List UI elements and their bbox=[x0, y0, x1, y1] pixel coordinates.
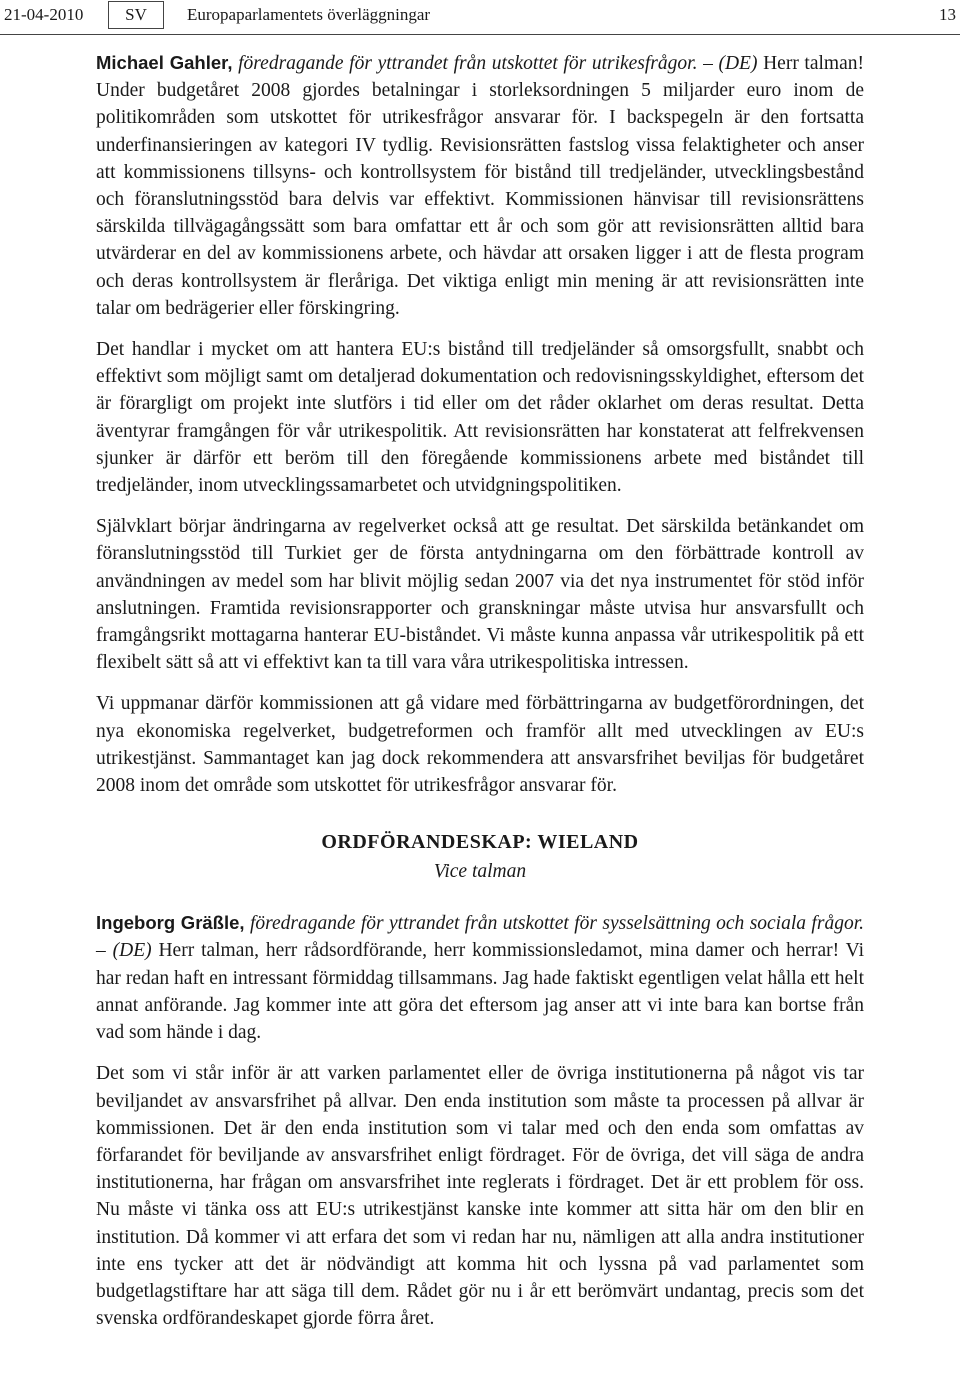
language-badge: SV bbox=[108, 1, 164, 29]
speech2-opening-paragraph bbox=[96, 909, 864, 1046]
speaker-role-text: föredragande för yttrandet från utskottet för sysselsättning och sociala frågor. bbox=[249, 913, 864, 935]
party-tag: (DE) bbox=[718, 53, 758, 74]
speech2-paragraph: Det som vi står inför är att varken parlamentet eller de övriga institutionerna på något vis tar beviljandet av ansvarsfrihet på allvar. Den enda institution som måste ta processen på allvar är kommissionen. Det är den enda institution som vi talar med och den enda som omfattas av förfarandet för beviljande av ansvarsfrihet enligt fördraget. För de övriga, det vill säga de andra institutionerna, har frågan om ansvarsfrihet inte reglerats i fördraget. Det är ett problem för oss. Nu måste vi tänka oss att EU:s utrikestjänst kanske inte kommer att sitta här om den blir en institution. Då kommer vi att erfara det som vi redan har nu, nämligen att alla andra institutioner inte ens tycker att det är nödvändigt att komma hit och lyssna på vad parlamentet som budgetlagstiftare har att säga till dem. Rådet gör nu i år ett berömvärt undantag, precis som det svenska ordförandeskapet gjorde förra året. bbox=[96, 1063, 864, 1330]
speech2-opening-text: Herr talman, herr rådsordförande, herr kommissionsledamot, mina damer och herrar! Vi har redan haft en intressant förmiddag tillsammans. Jag hade faktiskt egentligen velat hålla ett helt annat anförande. Jag kommer inte att göra det eftersom jag anser att vi inte bara kan bortse från vad som hände i dag. bbox=[96, 940, 865, 1044]
section-heading: ORDFÖRANDESKAP: WIELAND bbox=[321, 831, 639, 854]
speech1-paragraph: Det handlar i mycket om att hantera EU:s bistånd till tredjeländer så omsorgsfullt, snabbt och effektivt som möjligt samt om detaljerad dokumentation och redovisningsskyldighet, eftersom det är förargligt om projekt inte slutförs i tid eller om det råder oklarhet om deras resultat. Detta äventyrar framgången för vår utrikespolitik. Att revisionsrätten har konstaterat att felfrekvensen sjunker är därför ett beröm till den föregående kommissionens arbete med biståndet till tredjeländer, inom utvecklingssamarbetet och utvidgningspolitiken. bbox=[96, 339, 864, 497]
speaker-role-text: föredragande för yttrandet från utskottet för utrikesfrågor. bbox=[238, 53, 698, 74]
speech1-paragraph: Självklart börjar ändringarna av regelverket också att ge resultat. Det särskilda betänkandet om föranslutningsstöd till Turkiet ger de första antydningarna om den förbättrade kontroll av användningen av medel som har blivit möjlig sedan 2007 via det nya instrumentet för stöd inför anslutningen. Framtida revisionsrapporter och granskningar måste utvisa hur ansvarsfullt och framgångsrikt mottagarna hanterar EU-biståndet. Vi måste kunna anpassa vår utrikespolitik på ett flexibelt sätt så att vi effektivt kan ta till vara våra utrikespolitiska intressen. bbox=[96, 516, 864, 674]
speech1-paragraph: Vi uppmanar därför kommissionen att gå vidare med förbättringarna av budgetförordningen, det nya ekonomiska regelverket, budgetreformen och framför allt med utvecklingen av EU:s utrikestjänst. Sammantaget kan jag dock rekommendera att ansvarsfrihet beviljas för budgetåret 2008 inom det område som utskottet för utrikesfrågor ansvarar för. bbox=[96, 693, 864, 797]
page-number: 13 bbox=[939, 5, 956, 24]
speaker-name: Michael Gahler, bbox=[96, 52, 233, 73]
header-date: 21-04-2010 bbox=[4, 5, 84, 24]
party-tag: (DE) bbox=[112, 940, 152, 962]
role-dash: – bbox=[697, 53, 719, 74]
document-body bbox=[96, 49, 864, 1346]
speech1-opening-paragraph bbox=[96, 49, 864, 322]
publication-title: Europaparlamentets överläggningar bbox=[187, 5, 431, 24]
role-dash: – bbox=[96, 940, 113, 962]
speech1-opening-text: Herr talman! Under budgetåret 2008 gjordes betalningar i storleksordningen 5 miljarder euro inom de politikområden som utskottet för utrikesfrågor ansvarar för. I backspegeln är den fortsatta underfinansieringen av kategori IV tydlig. Revisionsrätten fastslog vissa felaktigheter och anser att kommissionens tillsyns- och kontrollsystem för bistånd till tredjeländer, utvecklingsbestånd och föranslutningsstöd bara delvis var effektivt. Kommissionen hänvisar till revisionsrättens särskilda tillvägagångssätt som bara omfattar ett år och som gör att revisionsrätten alltid bara utvärderar en del av kommissionens arbete, och hävdar att orsaken ligger i att de flesta program och deras kontrollsystem är fleråriga. Det viktiga enligt min mening är att revisionsrätten inte talar om bedrägerier eller förskingring. bbox=[96, 53, 864, 319]
page-header bbox=[0, 0, 960, 35]
speaker-name: Ingeborg Gräßle, bbox=[96, 912, 245, 934]
speaker-role bbox=[238, 53, 757, 74]
section-subheading: Vice talman bbox=[433, 861, 527, 883]
